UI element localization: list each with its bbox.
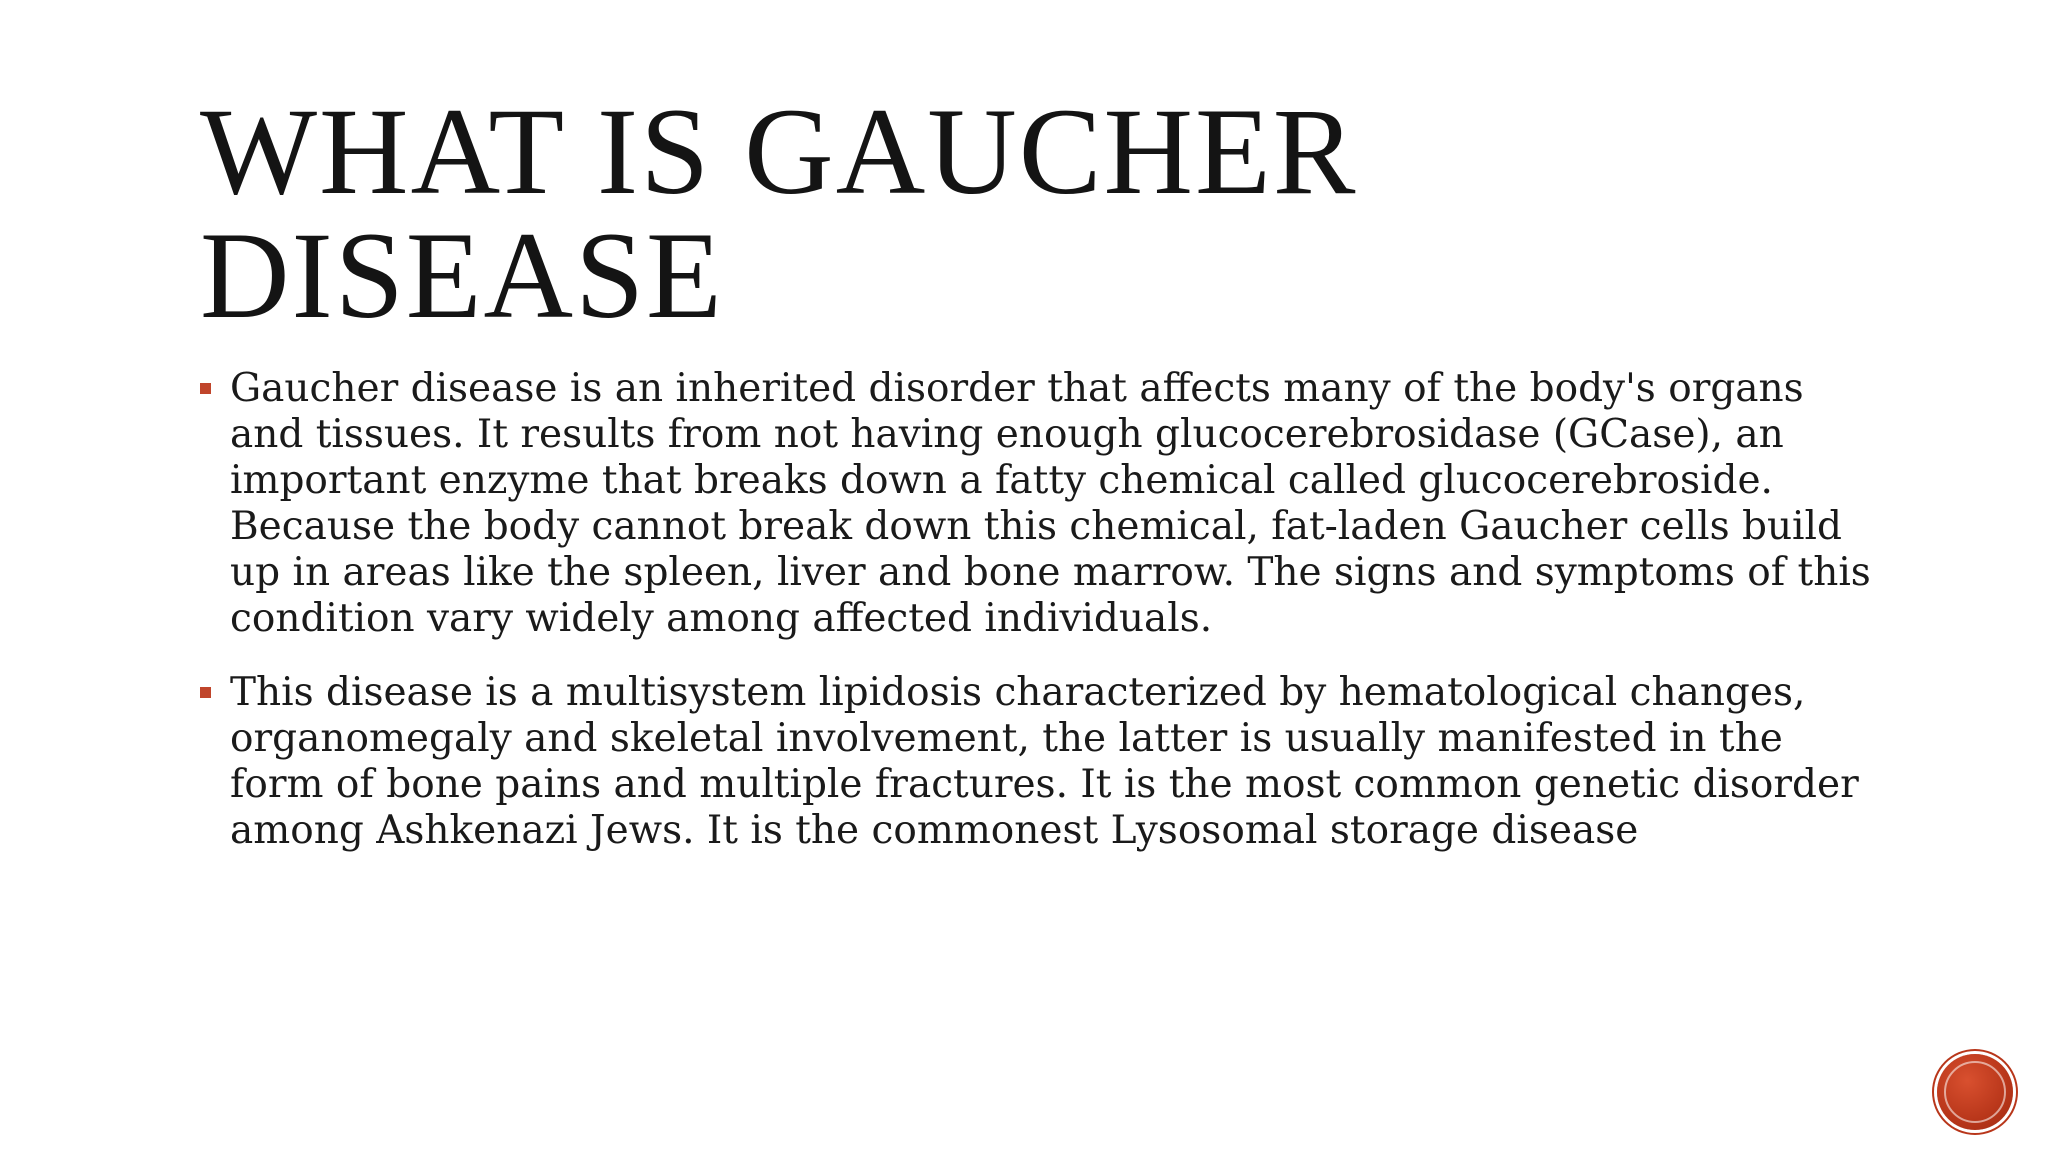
slide-title: WHAT IS GAUCHER DISEASE [200, 83, 1358, 344]
circle-badge-ring [1944, 1061, 2006, 1123]
bullet-item [196, 670, 1876, 854]
square-bullet-icon [200, 687, 211, 698]
bullet-text: Gaucher disease is an inherited disorder that affects many of the body's organs and tissues. It results from not having enough glucocerebrosidase (GCase), an important enzyme that breaks down a fatty chemical called glucocerebroside. Because the body cannot break down this chemical, fat-laden Gaucher cells build up in areas like the spleen, liver and bone marrow. The signs and symptoms of this condition vary widely among affected individuals. [230, 366, 1871, 641]
bullet-item [196, 366, 1876, 642]
bullet-list [196, 366, 1876, 882]
circle-badge-icon [1937, 1054, 2013, 1130]
bullet-text: This disease is a multisystem lipidosis characterized by hematological changes, organomegaly and skeletal involvement, the latter is usually manifested in the form of bone pains and multiple fractures. It is the most common genetic disorder among Ashkenazi Jews. It is the commonest Lysosomal storage disease [230, 670, 1859, 853]
square-bullet-icon [200, 383, 211, 394]
